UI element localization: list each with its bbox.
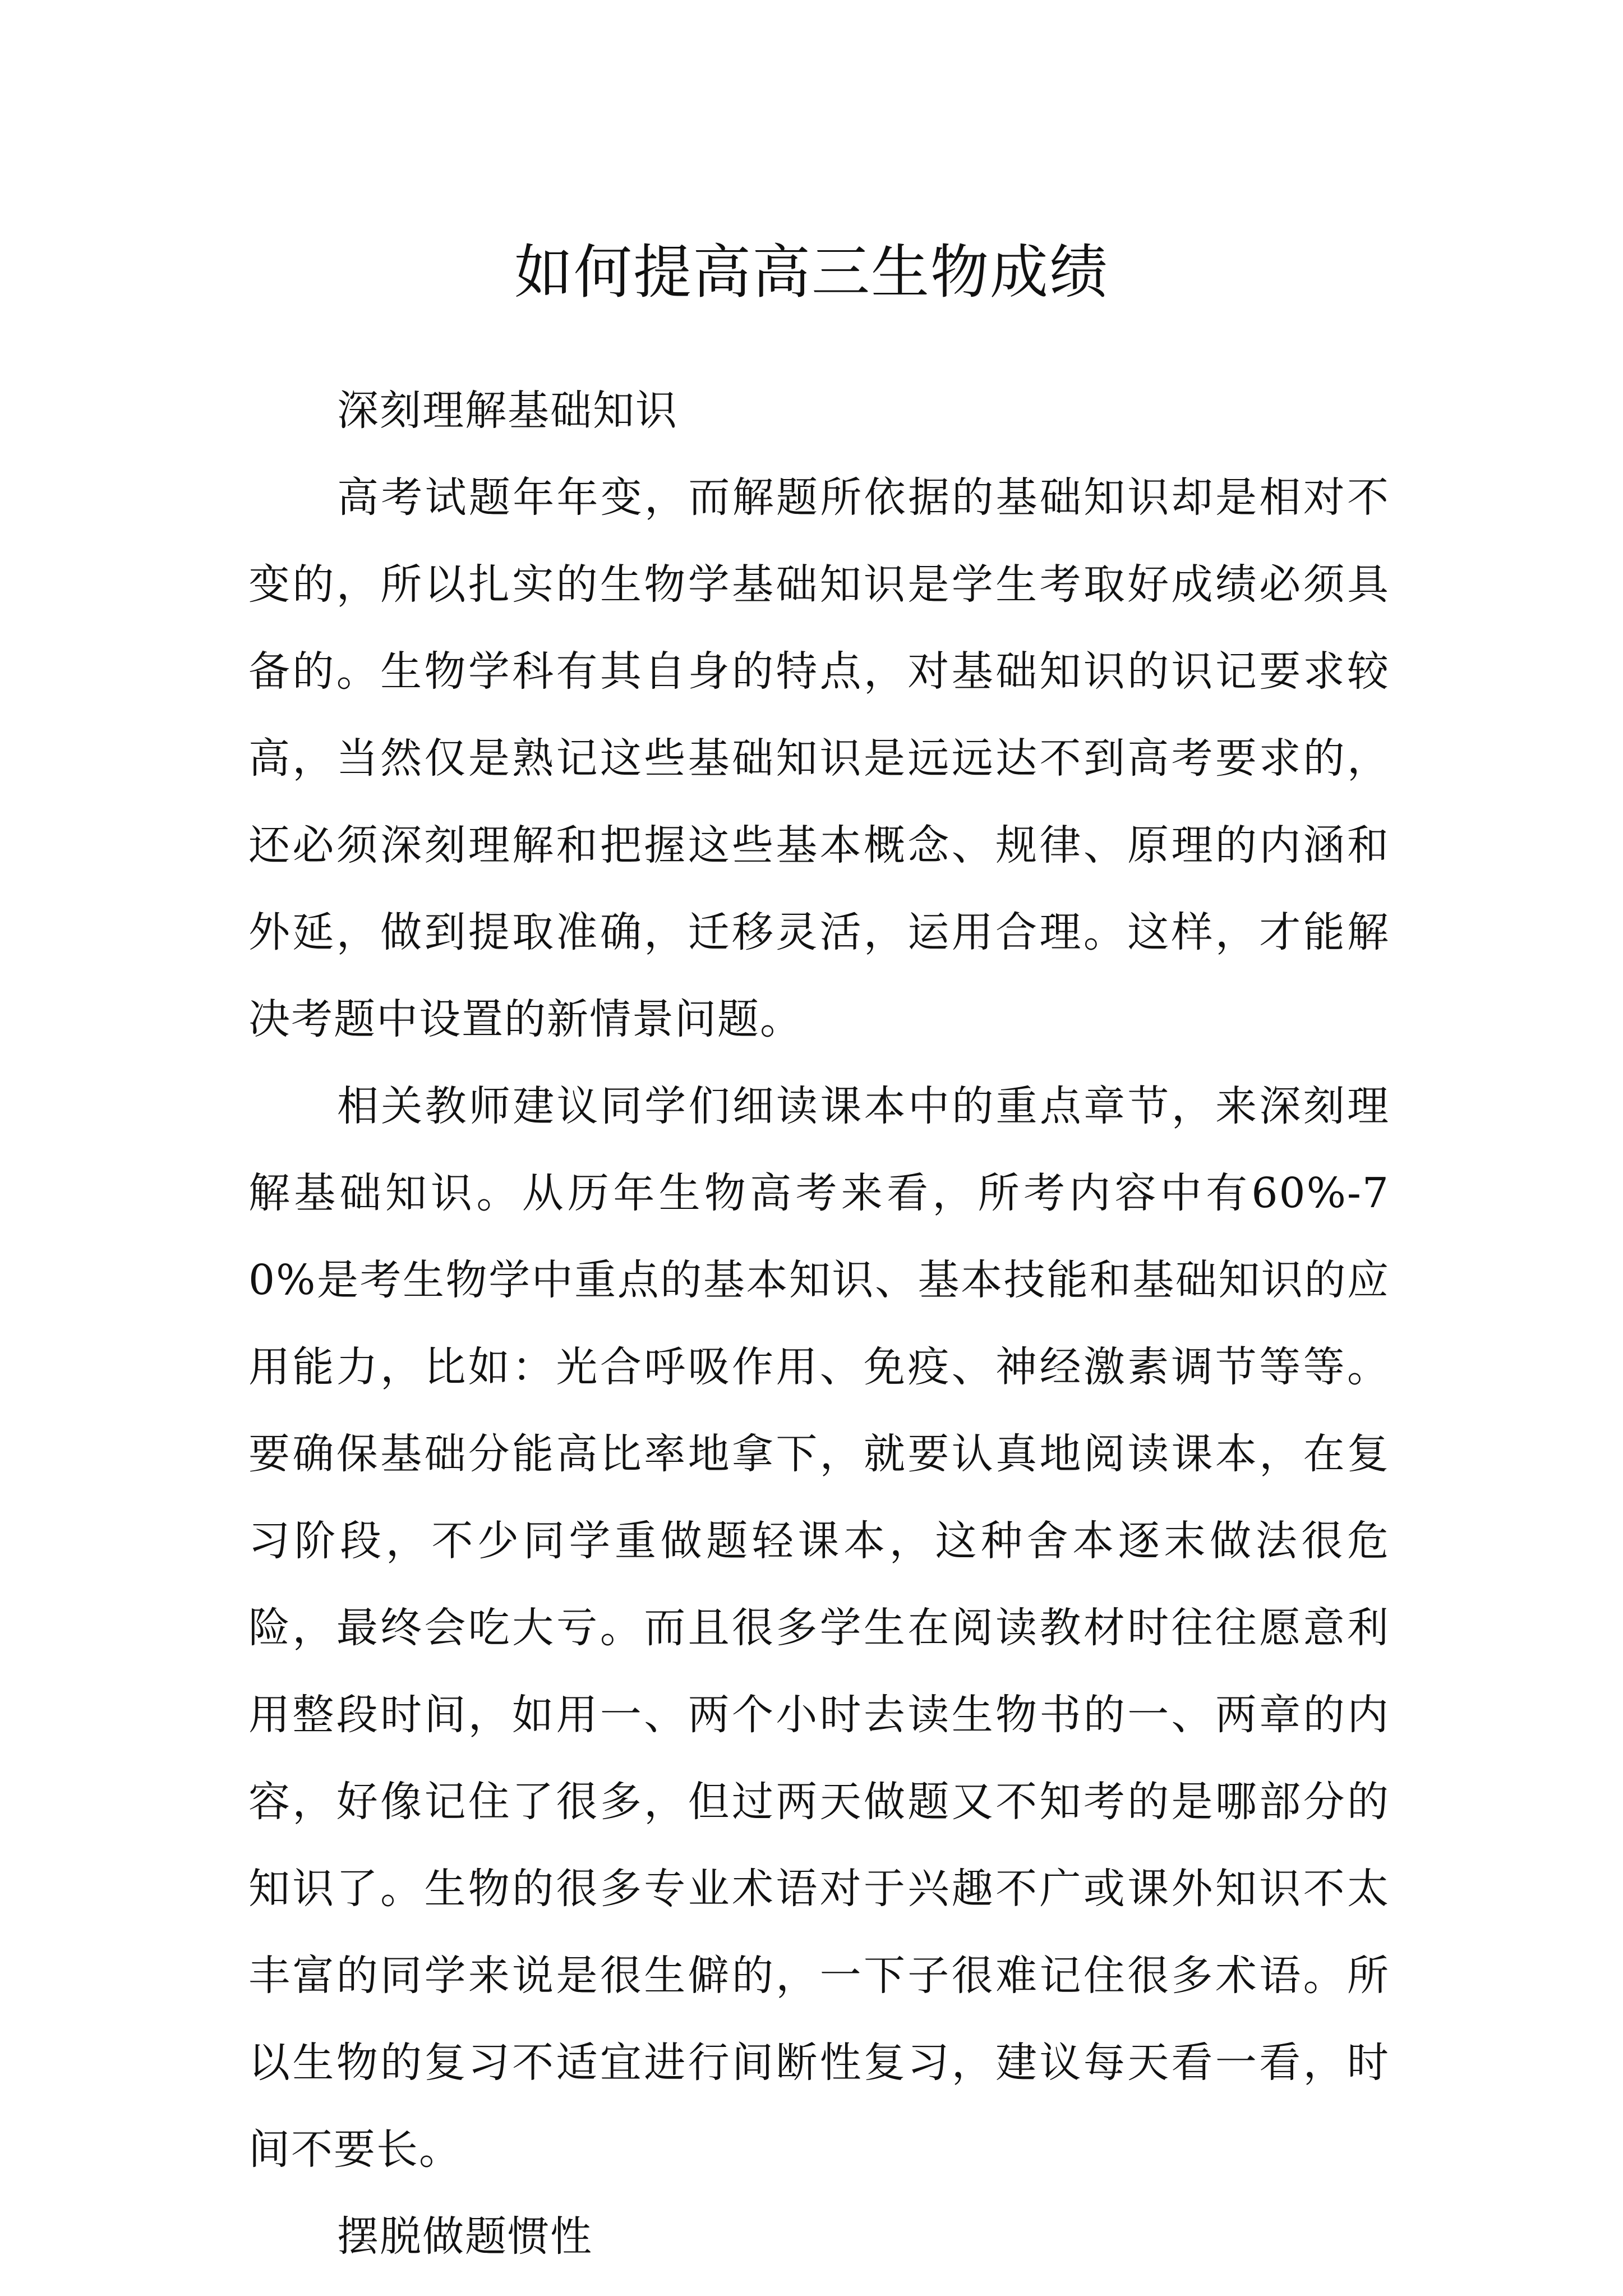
body-paragraph: 相关教师建议同学们细读课本中的重点章节，来深刻理解基础知识。从历年生物高考来看，所考内容中有60%-70%是考生物学中重点的基本知识、基本技能和基础知识的应用能力，比如：光合呼吸作用、免疫、神经激素调节等等。要确保基础分能高比率地拿下，就要认真地阅读课本，在复习阶段，不少同学重做题轻课本，这种舍本逐末做法很危险，最终会吃大亏。而且很多学生在阅读教材时往往愿意利用整段时间，如用一、两个小时去读生物书的一、两章的内容，好像记住了很多，但过两天做题又不知考的是哪部分的知识了。生物的很多专业术语对于兴趣不广或课外知识不太丰富的同学来说是很生僻的，一下子很难记住很多术语。所以生物的复习不适宜进行间断性复习，建议每天看一看，时间不要长。	[248, 1082, 1390, 2174]
section-heading: 深刻理解基础知识	[337, 386, 678, 435]
document-body	[248, 367, 1390, 2280]
document-title: 如何提高高三生物成绩	[514, 237, 1109, 306]
body-paragraph: 高考试题年年变，而解题所依据的基础知识却是相对不变的，所以扎实的生物学基础知识是学生考取好成绩必须具备的。生物学科有其自身的特点，对基础知识的识记要求较高，当然仅是熟记这些基础知识是远远达不到高考要求的，还必须深刻理解和把握这些基本概念、规律、原理的内涵和外延，做到提取准确，迁移灵活，运用合理。这样，才能解决考题中设置的新情景问题。	[248, 473, 1390, 1043]
section-heading: 摆脱做题惯性	[337, 2212, 593, 2261]
